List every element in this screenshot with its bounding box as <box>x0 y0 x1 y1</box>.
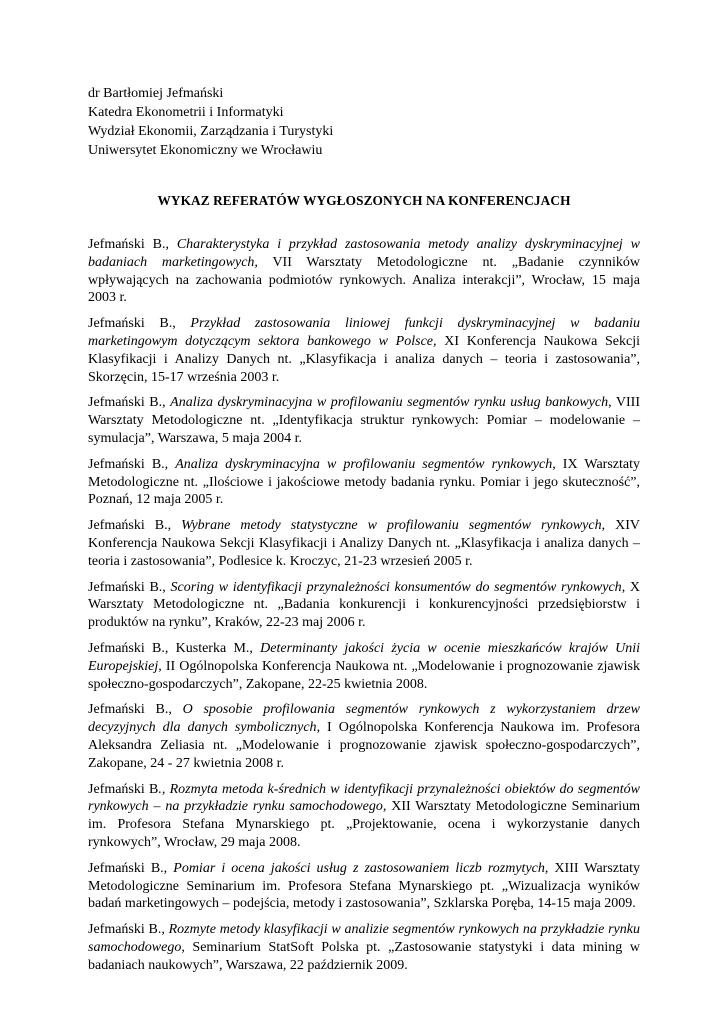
list-item <box>88 781 640 852</box>
entry-title: O sposobie profilowania segmentów rynkowych z wykorzystaniem drzew decyzyjnych dla danych symbolicznych <box>88 702 640 736</box>
list-item <box>88 517 640 570</box>
entry-authors: Jefmański B <box>88 781 159 797</box>
list-item <box>88 394 640 447</box>
entry-title: Przykład zastosowania liniowej funkcji dyskryminacyjnej w badaniu marketingowym dotyczącym sektora bankowego w Polsce, <box>88 316 640 349</box>
entry-authors: Jefmański B., <box>88 579 171 595</box>
entry-details: VII Warsztaty Metodologiczne nt. „Badanie czynników wpływających na zachowania podmiotów rynkowych. Analiza interakcji”, Wrocław, 15 maja 2003 r. <box>88 254 640 306</box>
list-item <box>88 701 640 772</box>
list-item <box>88 860 640 913</box>
list-item <box>88 456 640 509</box>
entry-authors: Jefmański B., <box>88 237 177 252</box>
entry-title: Analiza dyskryminacyjna w profilowaniu segmentów rynkowych <box>175 456 553 472</box>
document-heading: WYKAZ REFERATÓW WYGŁOSZONYCH NA KONFERENCJACH <box>157 193 571 208</box>
entry-title: Wybrane metody statystyczne w profilowaniu segmentów rynkowych <box>181 518 602 534</box>
university-name: Uniwersytet Ekonomiczny we Wrocławiu <box>88 143 323 158</box>
list-item <box>88 921 640 974</box>
department-name: Katedra Ekonometrii i Informatyki <box>88 105 284 120</box>
list-item <box>88 640 640 693</box>
entry-authors: Jefmański B., <box>88 922 169 938</box>
entry-details: II Ogólnopolska Konferencja Naukowa nt. „Modelowanie i prognozowanie zjawisk społeczno-gospodarczych”, Zakopane, 22-25 kwietnia 2008. <box>88 658 640 692</box>
entry-details: , XIII Warsztaty Metodologiczne Seminarium im. Profesora Stefana Mynarskiego pt. „Wizualizacja wyników badań marketingowych – podejścia, metody i zastosowania”, Szklarska Poręba, 14-15 maja 2009. <box>88 860 640 912</box>
conference-talk-list <box>88 236 640 974</box>
entry-authors: Jefmański B., Kusterka M., <box>88 640 261 656</box>
entry-authors: Jefmański B., <box>88 395 171 411</box>
faculty-name: Wydział Ekonomii, Zarządzania i Turystyki <box>88 124 334 139</box>
entry-title: Determinanty jakości życia w ocenie mieszkańców krajów Unii Europejskiej, <box>88 640 640 674</box>
entry-title: Rozmyte metody klasyfikacji w analizie segmentów rynkowych na przykładzie rynku samochodowego <box>88 922 640 955</box>
entry-details: , Seminarium StatSoft Polska pt. „Zastosowanie statystyki i data mining w badaniach naukowych”, Warszawa, 22 październik 2009. <box>88 939 640 973</box>
document-page <box>88 84 640 982</box>
entry-authors: Jefmański B., <box>88 518 182 534</box>
entry-title: Charakterystyka i przykład zastosowania metody analizy dyskryminacyjnej w badaniach marketingowych, <box>88 237 641 270</box>
entry-title: ., Rozmyta metoda k-średnich w identyfikacji przynależności obiektów do segmentów rynkowych – na przykładzie rynku samochodowego, <box>88 781 640 815</box>
list-item <box>88 579 640 632</box>
entry-authors: Jefmański B., <box>88 316 191 332</box>
entry-authors: Jefmański B., <box>88 702 183 718</box>
entry-details: , I Ogólnopolska Konferencja Naukowa im. Profesora Aleksandra Zeliasia nt. „Modelowanie i prognozowanie zjawisk społeczno-gospodarczych”, Zakopane, 24 - 27 kwietnia 2008 r. <box>88 720 640 771</box>
entry-authors: Jefmański B., <box>88 456 176 472</box>
entry-details: , X Warsztaty Metodologiczne nt. „Badania konkurencji i konkurencyjności przedsiębiorstw i produktów na rynku”, Kraków, 22-23 maj 2006 r. <box>88 579 640 631</box>
entry-title: Scoring w identyfikacji przynależności konsumentów do segmentów rynkowych <box>170 579 622 595</box>
entry-details: XII Warsztaty Metodologiczne Seminarium im. Profesora Stefana Mynarskiego pt. „Projektowanie, ocena i wykorzystanie danych rynkowych”, Wrocław, 29 maja 2008. <box>88 799 640 850</box>
entry-details: , VIII Warsztaty Metodologiczne nt. „Identyfikacja struktur rynkowych: Pomiar – modelowanie – symulacja”, Warszawa, 5 maja 2004 r. <box>88 395 640 446</box>
list-item <box>88 236 640 307</box>
list-item <box>88 315 640 386</box>
author-affiliation <box>88 84 640 160</box>
entry-title: Pomiar i ocena jakości usług z zastosowaniem liczb rozmytych <box>173 860 545 876</box>
entry-details: , IX Warsztaty Metodologiczne nt. „Ilościowe i jakościowe metody badania rynku. Pomiar i jego skuteczność”, Poznań, 12 maja 2005 r. <box>88 456 640 508</box>
entry-authors: Jefmański B., <box>88 860 174 876</box>
entry-details: XI Konferencja Naukowa Sekcji Klasyfikacji i Analizy Danych nt. „Klasyfikacja i analiza danych – teoria i zastosowania”, Skorzęcin, 15-17 września 2003 r. <box>88 333 640 385</box>
entry-details: , XIV Konferencja Naukowa Sekcji Klasyfikacji i Analizy Danych nt. „Klasyfikacja i analiza danych – teoria i zastosowania”, Podlesice k. Kroczyc, 21-23 wrzesień 2005 r. <box>88 518 640 569</box>
author-name: dr Bartłomiej Jefmański <box>88 86 224 101</box>
entry-title: Analiza dyskryminacyjna w profilowaniu segmentów rynku usług bankowych <box>170 395 609 411</box>
